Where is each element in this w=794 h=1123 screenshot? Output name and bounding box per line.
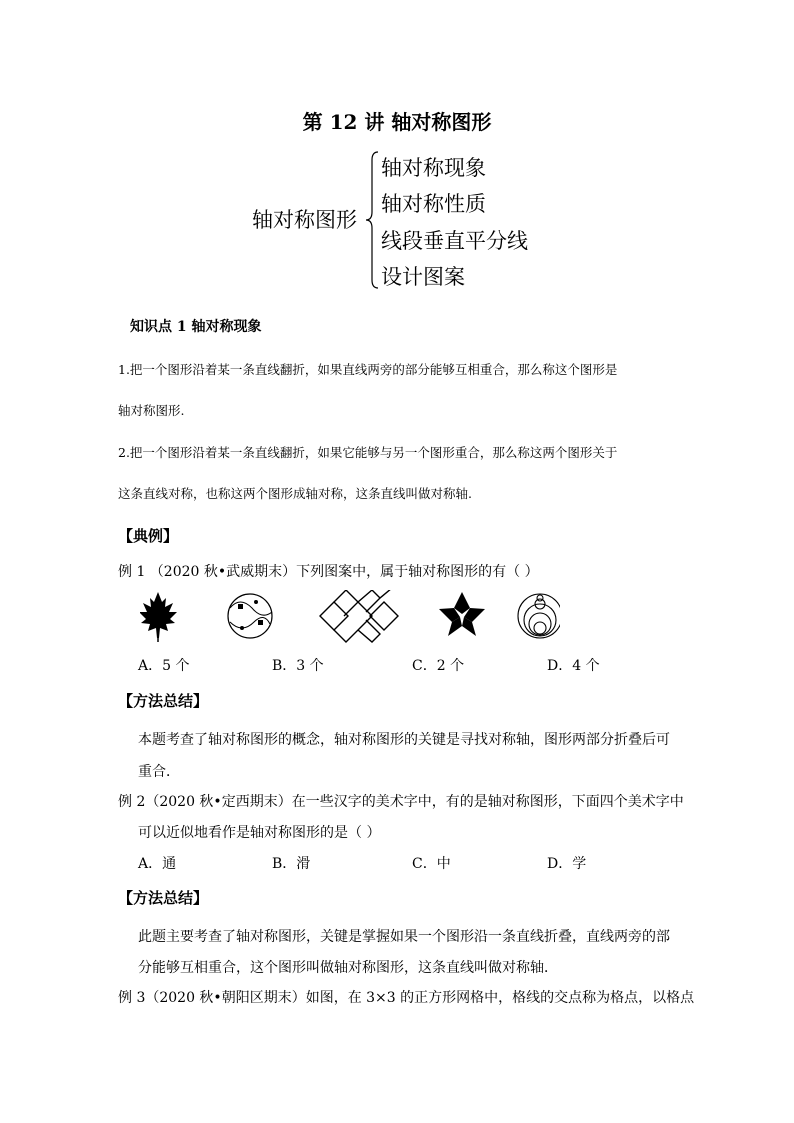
example-2-line-2: 可以近似地看作是轴对称图形的是（ ） (138, 825, 381, 841)
example-2-option-d: D．学 (547, 856, 587, 872)
outline-root: 轴对称图形 (252, 208, 357, 232)
left-brace-icon (364, 150, 380, 290)
yin-yang-figure (228, 594, 272, 638)
example-1-question: 例 1 （2020 秋•武威期末）下列图案中，属于轴对称图形的有（ ） (118, 564, 539, 580)
example-1-option-b: B．3 个 (272, 658, 324, 674)
definition-2-line-2: 这条直线对称，也称这两个图形成轴对称，这条直线叫做对称轴. (118, 486, 472, 501)
pinwheel-star-figure (439, 592, 485, 636)
example-2-option-a: A．通 (138, 856, 177, 872)
outline-item-4: 设计图案 (381, 265, 465, 289)
summary-1-line-1: 本题考查了轴对称图形的概念，轴对称图形的关键是寻找对称轴，图形两部分折叠后可 (138, 732, 670, 748)
outline-item-2: 轴对称性质 (381, 192, 486, 216)
outline-item-1: 轴对称现象 (381, 156, 486, 180)
definition-1-line-2: 轴对称图形. (118, 403, 185, 418)
knowledge-point-heading: 知识点 1 轴对称现象 (130, 319, 262, 335)
definition-1-line-1: 1.把一个图形沿着某一条直线翻折，如果直线两旁的部分能够互相重合，那么称这个图形是 (118, 362, 618, 377)
example-2-option-b: B．滑 (272, 856, 311, 872)
page-title: 第 12 讲 轴对称图形 (302, 110, 492, 134)
example-2-line-1: 例 2（2020 秋•定西期末）在一些汉字的美术字中，有的是轴对称图形，下面四个美术字中 (118, 794, 684, 810)
example-2-option-c: C．中 (412, 856, 451, 872)
example-1-option-a: A．5 个 (138, 658, 190, 674)
outline-item-3: 线段垂直平分线 (381, 229, 528, 253)
summary-1-line-2: 重合． (138, 764, 180, 780)
example-1-option-c: C．2 个 (412, 658, 465, 674)
maple-leaf-figure (140, 592, 177, 642)
knot-pattern-figure (320, 590, 398, 642)
example-heading: 【典例】 (118, 527, 179, 545)
definition-2-line-1: 2.把一个图形沿着某一条直线翻折，如果它能够与另一个图形重合，那么称这两个图形关于 (118, 445, 618, 460)
method-summary-heading-1: 【方法总结】 (118, 692, 209, 710)
example-3-line-1: 例 3（2020 秋•朝阳区期末）如图，在 3×3 的正方形网格中，格线的交点称为格点，以格点 (118, 990, 695, 1006)
summary-2-line-2: 分能够互相重合，这个图形叫做轴对称图形，这条直线叫做对称轴． (138, 960, 558, 976)
summary-2-line-1: 此题主要考查了轴对称图形，关键是掌握如果一个图形沿一条直线折叠，直线两旁的部 (138, 929, 670, 945)
method-summary-heading-2: 【方法总结】 (118, 889, 209, 907)
example-1-figures (140, 590, 560, 646)
example-1-option-d: D．4 个 (547, 658, 600, 674)
nested-circles-figure (518, 594, 560, 638)
